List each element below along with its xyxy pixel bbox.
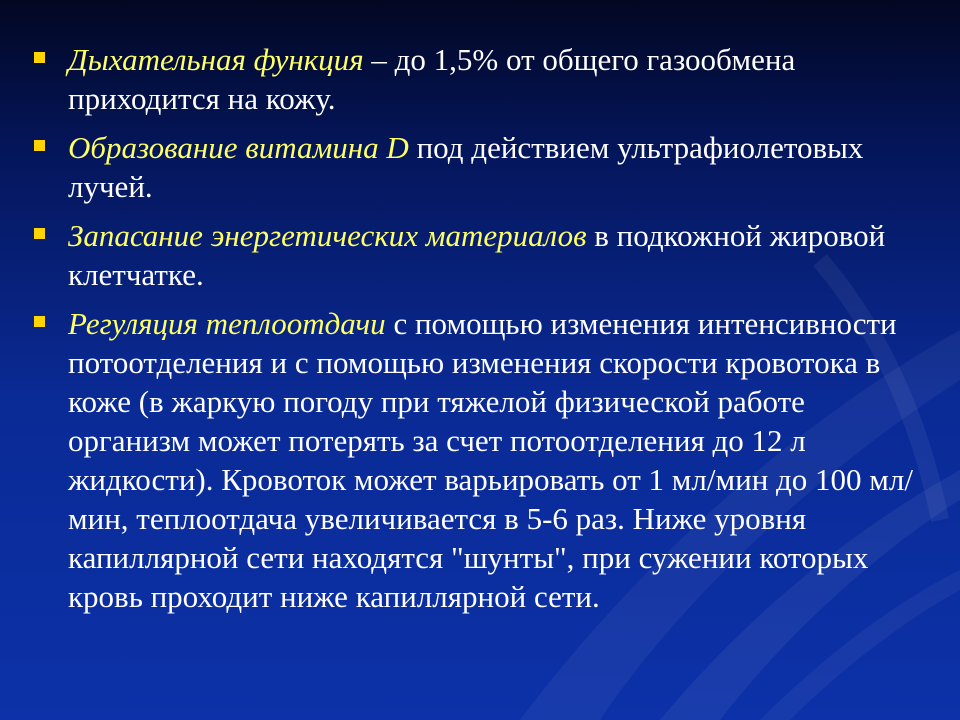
bullet-list xyxy=(34,40,934,626)
bullet-item-respiratory xyxy=(34,40,934,118)
bullet-text: – до 1,5% от общего газообмена приходится на кожу. xyxy=(68,42,796,116)
bullet-text: с помощью изменения интенсивности потоотделения и с помощью изменения скорости кровотока в коже (в жаркую погоду при тяжелой физической работе организм может потерять за счет потоотделения до 12 л жидкости). Кровоток может варьировать от 1 мл/мин до 100 мл/мин, теплоотдача увеличивается в 5-6 раз. Ниже уровня капиллярной сети находятся "шунты", при сужении которых кровь проходит ниже капиллярной сети. xyxy=(68,306,914,614)
bullet-text: в подкожной жировой клетчатке. xyxy=(68,218,886,292)
bullet-square-icon xyxy=(34,140,45,151)
bullet-text: под действием ультрафиолетовых лучей. xyxy=(68,130,864,204)
bullet-item-thermoregulation xyxy=(34,304,934,616)
bullet-item-vitamin-d xyxy=(34,128,934,206)
bullet-square-icon xyxy=(34,316,45,327)
bullet-keyword: Регуляция теплоотдачи xyxy=(68,306,386,341)
bullet-keyword: Дыхательная функция xyxy=(68,42,364,77)
bullet-item-energy-storage xyxy=(34,216,934,294)
bullet-square-icon xyxy=(34,52,45,63)
bullet-keyword: Образование витамина D xyxy=(68,130,409,165)
bullet-keyword: Запасание энергетических материалов xyxy=(68,218,587,253)
bullet-square-icon xyxy=(34,228,45,239)
